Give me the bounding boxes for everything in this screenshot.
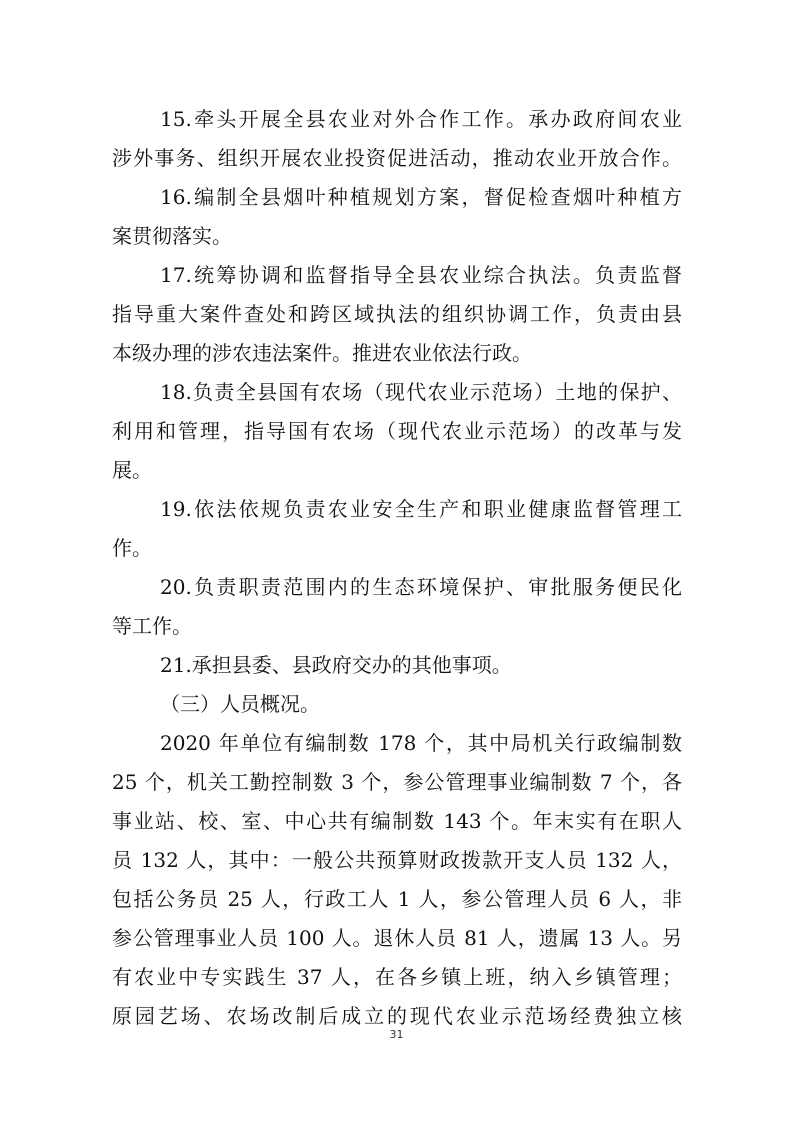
paragraph-18-line-2: 利用和管理，指导国有农场（现代农业示范场）的改革与发: [112, 419, 682, 443]
paragraph-staff-line-8: 原园艺场、农场改制后成立的现代农业示范场经费独立核: [112, 1004, 682, 1028]
paragraph-15-line-1: 15.牵头开展全县农业对外合作工作。承办政府间农业: [160, 107, 682, 131]
paragraph-staff-line-2: 25 个，机关工勤控制数 3 个，参公管理事业编制数 7 个，各: [112, 770, 682, 794]
paragraph-19-line-1: 19.依法依规负责农业安全生产和职业健康监督管理工: [160, 497, 682, 521]
paragraph-18-line-3: 展。: [112, 458, 152, 482]
paragraph-20-line-1: 20.负责职责范围内的生态环境保护、审批服务便民化: [160, 575, 682, 599]
paragraph-17-line-2: 指导重大案件查处和跨区域执法的组织协调工作，负责由县: [112, 302, 682, 326]
paragraph-16-line-2: 案贯彻落实。: [112, 224, 232, 248]
paragraph-20-line-2: 等工作。: [112, 614, 192, 638]
paragraph-16-line-1: 16.编制全县烟叶种植规划方案，督促检查烟叶种植方: [160, 185, 682, 209]
section-heading-staff-overview: （三）人员概况。: [160, 692, 320, 716]
paragraph-19-line-2: 作。: [112, 536, 152, 560]
paragraph-17-line-3: 本级办理的涉农违法案件。推进农业依法行政。: [112, 341, 532, 365]
paragraph-21-line-1: 21.承担县委、县政府交办的其他事项。: [160, 653, 512, 677]
paragraph-15-line-2: 涉外事务、组织开展农业投资促进活动，推动农业开放合作。: [112, 146, 682, 170]
page-number: 31: [389, 1028, 404, 1041]
paragraph-staff-line-5: 包括公务员 25 人，行政工人 1 人，参公管理人员 6 人，非: [112, 887, 682, 911]
paragraph-18-line-1: 18.负责全县国有农场（现代农业示范场）土地的保护、: [160, 380, 682, 404]
paragraph-17-line-1: 17.统筹协调和监督指导全县农业综合执法。负责监督: [160, 263, 682, 287]
paragraph-staff-line-1: 2020 年单位有编制数 178 个，其中局机关行政编制数: [160, 731, 682, 755]
paragraph-staff-line-3: 事业站、校、室、中心共有编制数 143 个。年末实有在职人: [112, 809, 682, 833]
paragraph-staff-line-7: 有农业中专实践生 37 人，在各乡镇上班，纳入乡镇管理；: [112, 965, 682, 989]
paragraph-staff-line-6: 参公管理事业人员 100 人。退休人员 81 人，遗属 13 人。另: [112, 926, 682, 950]
paragraph-staff-line-4: 员 132 人，其中：一般公共预算财政拨款开支人员 132 人，: [112, 848, 682, 872]
